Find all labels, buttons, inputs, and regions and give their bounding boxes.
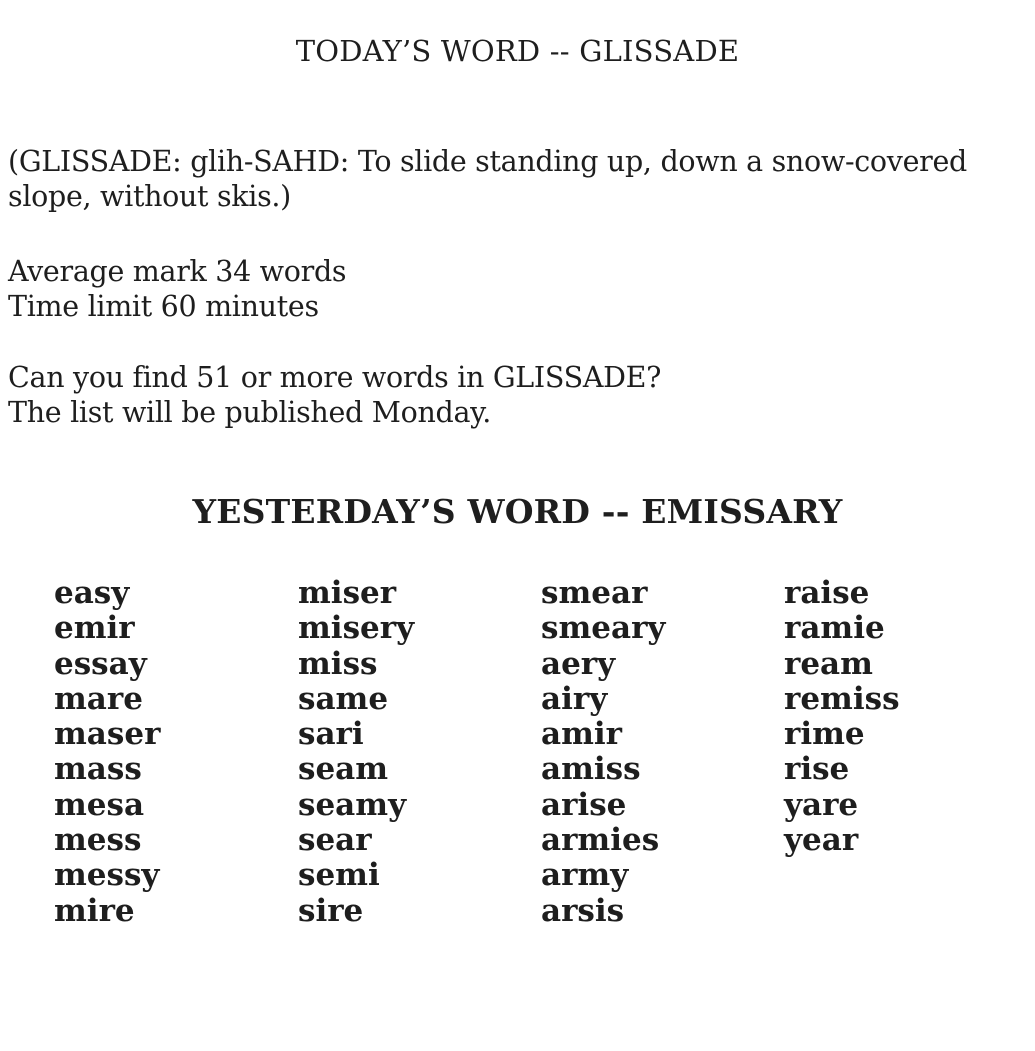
word-item: amiss (541, 751, 641, 788)
word-item: remiss (784, 680, 900, 717)
word-item: mass (54, 751, 142, 788)
word-column (298, 576, 528, 929)
challenge-question: Can you find 51 or more words in GLISSADE? (8, 361, 662, 394)
word-item: sear (298, 822, 372, 859)
word-definition (8, 144, 967, 214)
word-item: arise (541, 786, 627, 823)
today-word-title: TODAY’S WORD -- GLISSADE (295, 34, 740, 68)
word-item: seam (298, 751, 389, 788)
word-item: easy (54, 575, 130, 611)
word-item: yare (784, 786, 859, 823)
word-item: armies (541, 822, 660, 859)
word-item: misery (298, 610, 415, 647)
word-item: mess (54, 822, 142, 859)
word-item: semi (298, 857, 380, 894)
definition-line: slope, without skis.) (8, 180, 291, 213)
word-item: mire (54, 892, 135, 929)
word-item: sire (298, 892, 364, 929)
word-item: sari (298, 716, 364, 753)
average-mark: Average mark 34 words (8, 255, 347, 288)
word-column (54, 576, 284, 929)
word-item: mesa (54, 786, 145, 823)
word-item: miser (298, 575, 397, 611)
word-item: army (541, 857, 629, 894)
time-limit: Time limit 60 minutes (8, 290, 319, 323)
word-item: smeary (541, 610, 666, 647)
word-item: same (298, 680, 389, 717)
word-item: ramie (784, 610, 885, 647)
definition-line: (GLISSADE: glih-SAHD: To slide standing up, down a snow-covered (8, 145, 967, 178)
word-item: aery (541, 645, 616, 682)
word-item: airy (541, 680, 608, 717)
publish-note: The list will be published Monday. (8, 396, 491, 429)
word-list (0, 576, 1035, 956)
word-item: essay (54, 645, 147, 682)
word-item: mare (54, 680, 143, 717)
word-item: smear (541, 575, 648, 611)
word-column (784, 576, 1014, 858)
word-item: rise (784, 751, 850, 788)
puzzle-stats (8, 254, 346, 324)
word-item: raise (784, 575, 870, 611)
word-column (541, 576, 771, 929)
word-item: maser (54, 716, 161, 753)
word-item: ream (784, 645, 873, 682)
word-item: messy (54, 857, 160, 894)
word-item: arsis (541, 892, 625, 929)
word-item: emir (54, 610, 135, 647)
challenge-text (8, 360, 661, 430)
yesterday-word-title: YESTERDAY’S WORD -- EMISSARY (192, 492, 843, 531)
word-item: amir (541, 716, 622, 753)
word-item: seamy (298, 786, 407, 823)
word-item: miss (298, 645, 378, 682)
word-item: rime (784, 716, 865, 753)
word-item: year (784, 822, 859, 859)
